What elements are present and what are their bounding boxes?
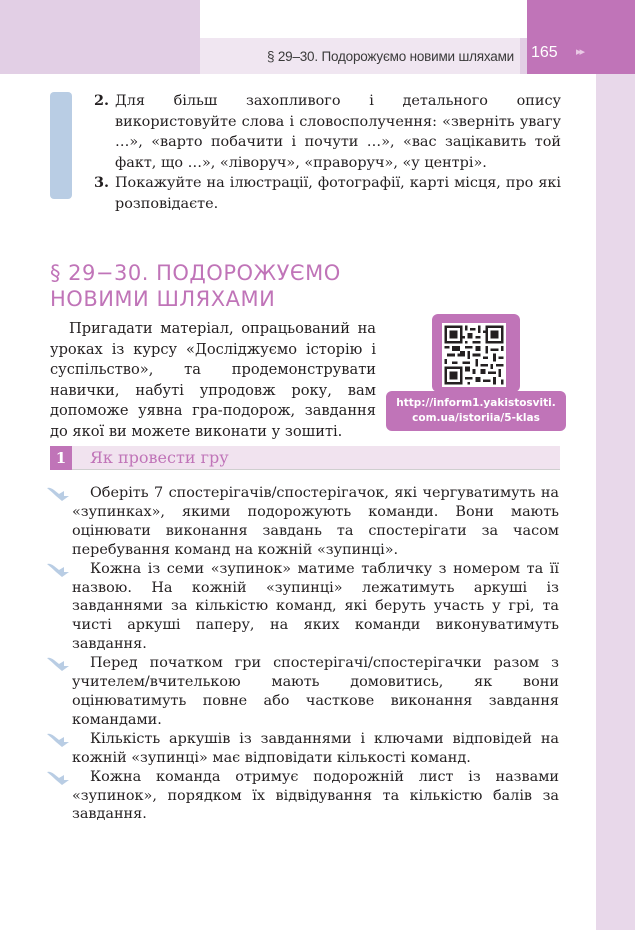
step-title: Як провести гру <box>90 448 229 467</box>
intro-paragraph <box>50 319 376 442</box>
list-item <box>94 91 561 173</box>
intro-text: Пригадати матеріал, опрацьований на уроках із курсу «Досліджуємо історію і суспільство», та продемонструвати навички, набуті упродовж року, вам допоможе уявна гра-подорож, завдання до якої ви можете виконати у зошиті. <box>50 320 376 440</box>
list-item-text: Покажуйте на ілюстрації, фотографії, карті місця, про які розповідаєте. <box>115 175 561 212</box>
running-header-title: § 29–30. Подорожуємо новими шляхами <box>200 38 520 74</box>
rule-paragraph <box>72 730 559 768</box>
list-item-number: 2. <box>94 92 110 109</box>
page-number: 165 <box>531 44 558 61</box>
list-item-text: Для більш захопливого і детального опису використовуйте слова і словосполучення: «зверніть увагу …», «варто побачити і почути …», «вас зацікавить той факт, що …», «ліворуч», «праворуч», «у центрі». <box>115 93 561 171</box>
list-item-number: 3. <box>94 174 110 191</box>
rule-text: Кожна із семи «зупинок» матиме табличку з номером та її назвою. На кожній «зупинці» лежатимуть аркуші із завданнями за кількістю команд, які беруть участь у грі, та чисті аркуші паперу, на яких команди виконуватимуть завдання. <box>72 560 559 653</box>
qr-code-icon[interactable] <box>442 323 506 387</box>
section-title-line-2: НОВИМИ ШЛЯХАМИ <box>50 287 276 311</box>
rule-text: Оберіть 7 спостерігачів/спостерігачок, які чергуватимуть на «зупинках», якими подорожують команди. Вони мають оцінювати виконання завдань та спостерігати за часом перебування команд на кожній «зупинці». <box>72 485 559 558</box>
header-white-area <box>200 0 527 38</box>
rules-list <box>72 484 559 824</box>
resource-link[interactable] <box>386 391 566 431</box>
rule-paragraph <box>72 560 559 655</box>
next-page-arrows-icon: ▸▸ <box>576 45 584 58</box>
side-marker-bar <box>50 92 72 199</box>
rule-paragraph <box>72 484 559 560</box>
bullet-arrow-icon <box>46 562 70 578</box>
step-number-badge: 1 <box>50 446 72 470</box>
bullet-arrow-icon <box>46 486 70 502</box>
section-title-line-1: § 29−30. ПОДОРОЖУЄМО <box>50 261 341 285</box>
list-item <box>94 173 561 214</box>
bullet-arrow-icon <box>46 656 70 672</box>
numbered-list <box>94 91 561 214</box>
rule-text: Перед початком гри спостерігачі/спостерігачки разом з учителем/вчителькою мають домовитись, як вони оцінюватимуть повне або часткове виконання завдання командами. <box>72 655 559 728</box>
rule-paragraph <box>72 768 559 825</box>
rule-paragraph <box>72 654 559 730</box>
resource-link-line-2: com.ua/istoriia/5-klas <box>412 412 540 424</box>
section-title <box>50 260 341 312</box>
rule-text: Кількість аркушів із завданнями і ключами відповідей на кожній «зупинці» має відповідати кількості команд. <box>72 730 559 766</box>
right-margin-band <box>596 74 635 930</box>
bullet-arrow-icon <box>46 770 70 786</box>
bullet-arrow-icon <box>46 732 70 748</box>
resource-link-line-1: http://inform1.yakistosviti. <box>396 397 556 409</box>
page-number-box <box>527 0 635 74</box>
rule-text: Кожна команда отримує подорожній лист із назвами «зупинок», порядком їх відвідування та кількістю балів за завдання. <box>72 768 559 823</box>
